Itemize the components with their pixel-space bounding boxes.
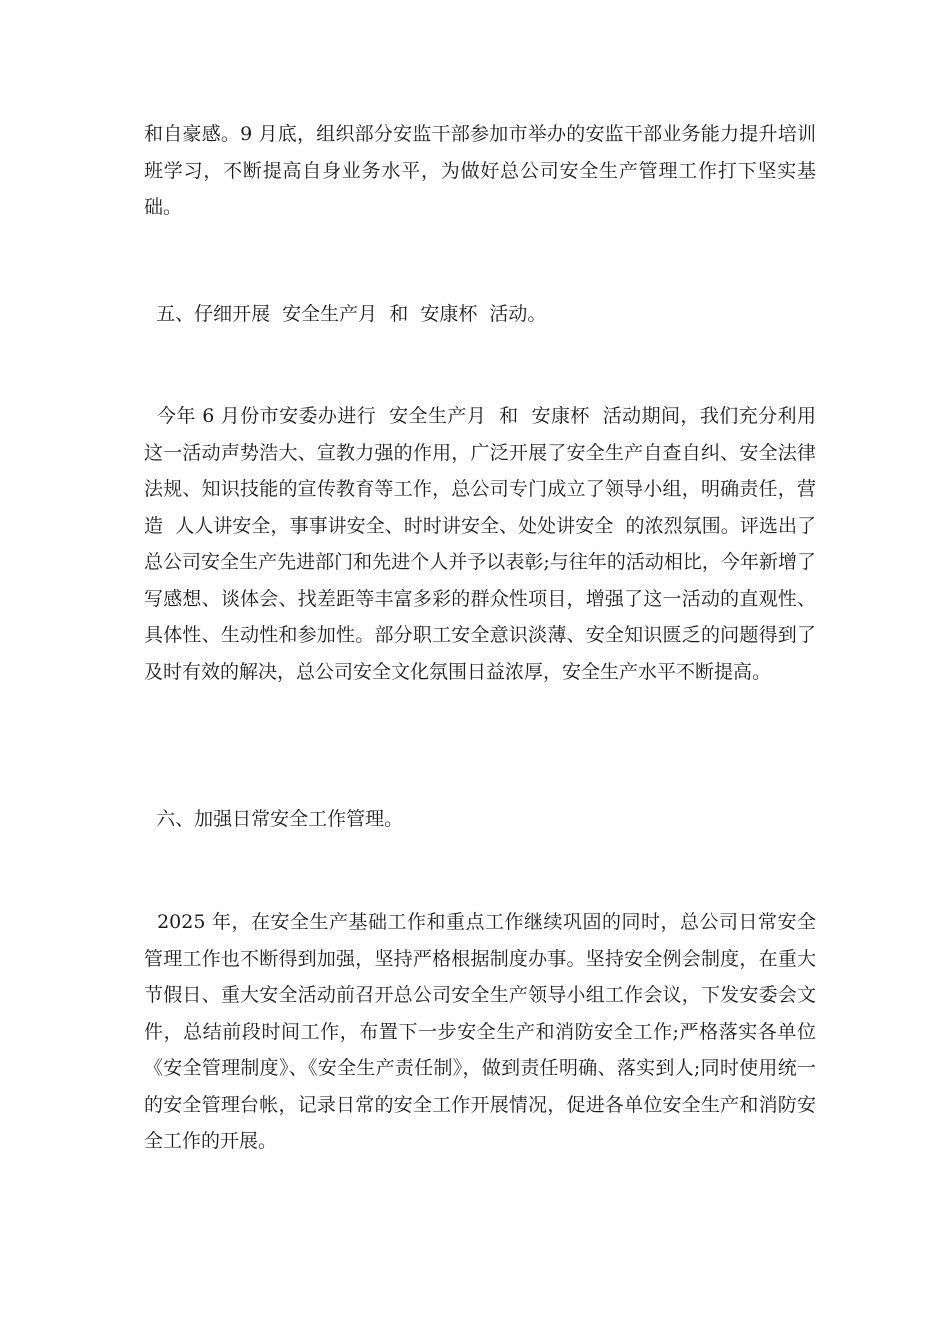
body-paragraph: 今年 6 月份市安委办进行 安全生产月 和 安康杯 活动期间，我们充分利用这一活动声势浩大、宣教力强的作用，广泛开展了安全生产自查自纠、安全法律法规、知识技能的宣传教育等工作，总公司专门成立了领导小组，明确责任，营造 人人讲安全，事事讲安全、时时讲安全、处处讲安全 的浓烈氛围。评选出了总公司安全生产先进部门和先进个人并予以表彰;与往年的活动相比，今年新增了写感想、谈体会、找差距等丰富多彩的群众性项目，增强了这一活动的直观性、具体性、生动性和参加性。部分职工安全意识淡薄、安全知识匮乏的问题得到了及时有效的解决，总公司安全文化氛围日益浓厚，安全生产水平不断提高。 bbox=[144, 405, 816, 683]
body-paragraph: 2025 年，在安全生产基础工作和重点工作继续巩固的同时，总公司日常安全管理工作也不断得到加强，坚持严格根据制度办事。坚持安全例会制度，在重大节假日、重大安全活动前召开总公司安全生产领导小组工作会议，下发安委会文件，总结前段时间工作，布置下一步安全生产和消防安全工作;严格落实各单位《安全管理制度》、《安全生产责任制》，做到责任明确、落实到人;同时使用统一的安全管理台帐，记录日常的安全工作开展情况，促进各单位安全生产和消防安全工作的开展。 bbox=[144, 911, 816, 1152]
section-heading-five: 五、仔细开展 安全生产月 和 安康杯 活动。 bbox=[144, 303, 547, 325]
body-paragraph: 和自豪感。9 月底，组织部分安监干部参加市举办的安监干部业务能力提升培训班学习，不断提高自身业务水平，为做好总公司安全生产管理工作打下坚实基础。 bbox=[144, 123, 816, 218]
section-heading-six: 六、加强日常安全工作管理。 bbox=[144, 808, 404, 830]
